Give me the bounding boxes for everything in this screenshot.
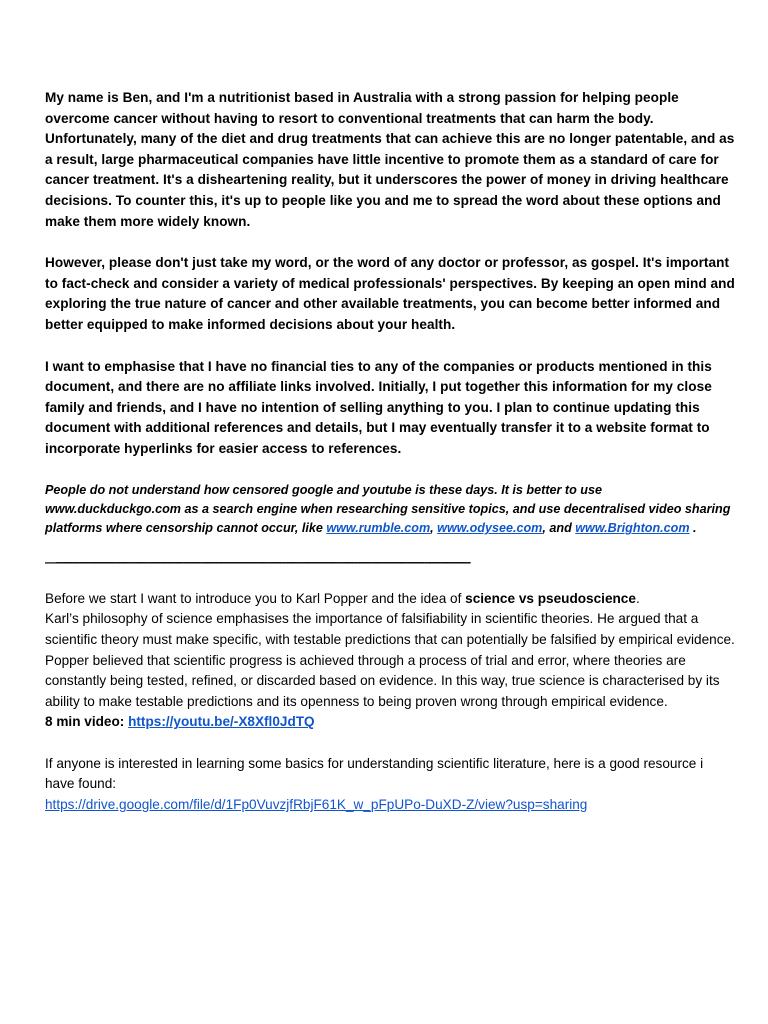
disclosure-paragraph: I want to emphasise that I have no financial ties to any of the companies or products mentioned in this document, and there are no affiliate links involved. Initially, I put together this information for my close family and friends, and I have no intention of selling anything to you. I plan to continue updating this document with additional references and details, but I may eventually transfer it to a website format to incorporate hyperlinks for easier access to references.	[45, 358, 712, 456]
brighton-link[interactable]: www.Brighton.com	[575, 521, 690, 536]
intro-paragraph: My name is Ben, and I'm a nutritionist based in Australia with a strong passion for helping people overcome cancer without having to resort to conventional treatments that can harm the body. Unfortunately, many of the diet and drug treatments that can achieve this are no longer patentable, and as a result, large pharmaceutical companies have little incentive to promote them as a standard of care for cancer treatment. It's a disheartening reality, but it underscores the power of money in driving healthcare decisions. To counter this, it's up to people like you and me to spread the word about these options and make them more widely known.	[45, 90, 735, 229]
section-divider: —-----------------------------------------------------------------------------------------------------------------------------------------------	[45, 554, 471, 569]
popper-period: .	[635, 590, 640, 606]
censorship-note	[45, 481, 735, 539]
popper-paragraph	[45, 589, 735, 713]
resource-paragraph	[45, 754, 735, 816]
separator: , and	[542, 521, 576, 536]
resource-link[interactable]: https://drive.google.com/file/d/1Fp0VuvzjfRbjF61K_w_pFpUPo-DuXD-Z/view?usp=sharing	[45, 797, 588, 813]
spacer	[45, 733, 735, 754]
separator: ,	[430, 521, 438, 536]
note-end: .	[689, 521, 697, 536]
rumble-link[interactable]: www.rumble.com	[326, 521, 431, 536]
video-label: 8 min video:	[45, 714, 129, 730]
video-line	[45, 712, 735, 733]
fact-check-paragraph: However, please don't just take my word, or the word of any doctor or professor, as gospel. It's important to fact-check and consider a variety of medical professionals' perspectives. By keeping an open mind and exploring the true nature of cancer and other available treatments, you can become better informed and better equipped to make informed decisions about your health.	[45, 255, 735, 332]
popper-intro: Before we start I want to introduce you to Karl Popper and the idea of	[45, 590, 466, 606]
video-link[interactable]: https://youtu.be/-X8Xfl0JdTQ	[128, 714, 315, 730]
odysee-link[interactable]: www.odysee.com	[437, 521, 543, 536]
popper-body: Karl’s philosophy of science emphasises the importance of falsifiability in scientific theories. He argued that a scientific theory must make specific, with testable predictions that can potentially be falsified by empirical evidence. Popper believed that scientific progress is achieved through a process of trial and error, where theories are constantly being tested, refined, or discarded based on evidence. In this way, true science is characterised by its ability to make testable predictions and its openness to being proven wrong through empirical evidence.	[45, 611, 735, 709]
resource-text: If anyone is interested in learning some basics for understanding scientific literature, here is a good resource i have found:	[45, 755, 704, 792]
censorship-note-text: People do not understand how censored google and youtube is these days. It is better to use www.duckduckgo.com as a search engine when researching sensitive topics, and use decentralised video sharing platforms where censorship cannot occur, like	[45, 482, 731, 536]
popper-bold-term: science vs pseudoscience	[465, 590, 636, 606]
document-page	[45, 88, 735, 816]
